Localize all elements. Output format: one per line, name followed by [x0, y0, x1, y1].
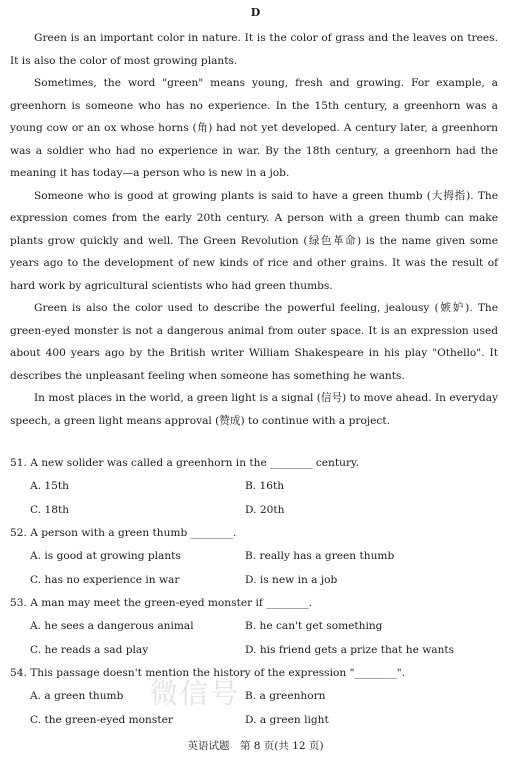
question-52-stem: 52. A person with a green thumb ________.: [10, 527, 237, 539]
question-54-option-c[interactable]: C. the green-eyed monster: [30, 714, 173, 726]
passage: [10, 27, 498, 432]
question-52-option-d[interactable]: D. is new in a job: [245, 574, 338, 586]
question-52-option-c[interactable]: C. has no experience in war: [30, 574, 180, 586]
question-53-stem: 53. A man may meet the green-eyed monster if ________.: [10, 597, 312, 609]
passage-paragraph-4: Green is also the color used to describe the powerful feeling, jealousy (嫉妒). The green-eyed monster is not a dangerous animal from outer space. It is an expression used about 400 years ago by the British writer William Shakespeare in his play "Othello". It describes the unpleasant feeling when someone has something he wants.: [10, 302, 498, 382]
passage-paragraph-1: Green is an important color in nature. It is the color of grass and the leaves on trees. It is also the color of most growing plants.: [10, 32, 498, 67]
page-footer: 英语试题 第 8 页(共 12 页): [187, 740, 324, 752]
question-54-option-d[interactable]: D. a green light: [245, 714, 329, 726]
question-52-option-b[interactable]: B. really has a green thumb: [245, 550, 395, 562]
question-54-option-a[interactable]: A. a green thumb: [30, 690, 124, 702]
question-54-option-b[interactable]: B. a greenhorn: [245, 690, 326, 702]
passage-paragraph-2: Sometimes, the word "green" means young, fresh and growing. For example, a greenhorn is someone who has no experience. In the 15th century, a greenhorn was a young cow or an ox whose horns (角) had not yet developed. A century later, a greenhorn was a soldier who had no experience in war. By the 18th century, a greenhorn had the meaning it has today—a person who is new in a job.: [10, 77, 498, 179]
question-51-stem: 51. A new solider was called a greenhorn in the ________ century.: [10, 457, 359, 469]
question-53-option-c[interactable]: C. he reads a sad play: [30, 644, 149, 656]
question-54-stem: 54. This passage doesn't mention the history of the expression "________".: [10, 667, 406, 679]
question-51-option-c[interactable]: C. 18th: [30, 504, 70, 516]
question-51-option-d[interactable]: D. 20th: [245, 504, 285, 516]
question-53-option-d[interactable]: D. his friend gets a prize that he wants: [245, 644, 455, 656]
passage-paragraph-3: Someone who is good at growing plants is said to have a green thumb (大拇指). The expression comes from the early 20th century. A person with a green thumb can make plants grow quickly and well. The Green Revolution (绿色革命) is the name given some years ago to the development of new kinds of rice and other grains. It was the result of hard work by agricultural scientists who had green thumbs.: [10, 189, 498, 292]
section-title: D: [250, 6, 261, 19]
question-51-option-b[interactable]: B. 16th: [245, 480, 285, 492]
question-53-option-a[interactable]: A. he sees a dangerous animal: [30, 620, 194, 632]
question-53-option-b[interactable]: B. he can't get something: [245, 620, 383, 632]
question-51-option-a[interactable]: A. 15th: [30, 480, 69, 492]
question-52-option-a[interactable]: A. is good at growing plants: [30, 550, 181, 562]
watermark: 微信号: [150, 677, 241, 710]
passage-paragraph-5: In most places in the world, a green light is a signal (信号) to move ahead. In everyday speech, a green light means approval (赞成) to continue with a project.: [10, 392, 498, 427]
